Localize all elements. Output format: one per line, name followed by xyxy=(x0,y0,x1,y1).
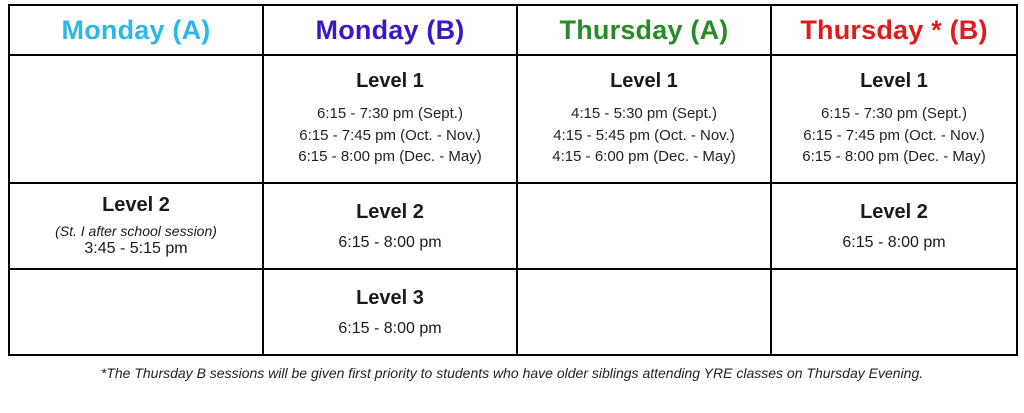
time-entry: 4:15 - 5:45 pm (Oct. - Nov.) xyxy=(553,126,735,144)
table-header-row xyxy=(9,5,1017,55)
cell-monday-a-empty xyxy=(9,269,263,355)
table-row xyxy=(9,183,1017,269)
table-row xyxy=(9,55,1017,183)
time-entry: 6:15 - 7:30 pm (Sept.) xyxy=(317,104,463,122)
time-entry: 4:15 - 5:30 pm (Sept.) xyxy=(571,104,717,122)
column-header-thursday-a xyxy=(517,5,771,55)
header-group-label: (B) xyxy=(949,14,988,45)
header-group-label: (B) xyxy=(426,14,465,45)
time-list xyxy=(780,103,1008,168)
header-day-label: Monday xyxy=(61,14,165,45)
level-label: Level 3 xyxy=(356,286,424,309)
time-entry: 6:15 - 7:30 pm (Sept.) xyxy=(821,104,967,122)
level-label: Level 2 xyxy=(860,200,928,223)
footnote-text: *The Thursday B sessions will be given first priority to students who have older siblings attending YRE classes on Thursday Evening. xyxy=(100,365,924,381)
level-label: Level 2 xyxy=(102,194,170,216)
cell-thursday-a-empty xyxy=(517,183,771,269)
cell-monday-a-level1 xyxy=(9,55,263,183)
cell-thursday-b-level1 xyxy=(771,55,1017,183)
time-entry: 6:15 - 8:00 pm (Dec. - May) xyxy=(298,148,482,166)
time-entry: 6:15 - 8:00 pm (Dec. - May) xyxy=(802,148,986,166)
cell-monday-b-level2 xyxy=(263,183,517,269)
cell-thursday-b-empty xyxy=(771,269,1017,355)
time-list xyxy=(272,103,508,168)
time-entry: 6:15 - 7:45 pm (Oct. - Nov.) xyxy=(803,126,985,144)
header-day-label: Monday xyxy=(315,14,419,45)
cell-monday-b-level1 xyxy=(263,55,517,183)
header-day-label: Thursday xyxy=(559,14,683,45)
level-label: Level 1 xyxy=(356,69,424,92)
column-header-thursday-b xyxy=(771,5,1017,55)
header-group-label: (A) xyxy=(690,14,729,45)
cell-monday-b-level3 xyxy=(263,269,517,355)
cell-monday-a-level2 xyxy=(9,183,263,269)
cell-thursday-a-empty-2 xyxy=(517,269,771,355)
time-list xyxy=(526,103,762,168)
time-entry: 6:15 - 8:00 pm xyxy=(338,233,442,251)
level-label: Level 1 xyxy=(860,69,928,92)
level-label: Level 2 xyxy=(356,200,424,223)
time-entry: 4:15 - 6:00 pm (Dec. - May) xyxy=(552,148,736,166)
time-entry: 6:15 - 7:45 pm (Oct. - Nov.) xyxy=(299,126,481,144)
footnote-asterisk-marker: * xyxy=(931,14,942,45)
time-entry: 6:15 - 8:00 pm xyxy=(842,233,946,251)
column-header-monday-b xyxy=(263,5,517,55)
table-row xyxy=(9,269,1017,355)
cell-thursday-b-level2 xyxy=(771,183,1017,269)
time-entry: 6:15 - 8:00 pm xyxy=(338,319,442,337)
column-header-monday-a xyxy=(9,5,263,55)
session-note: (St. I after school session) xyxy=(55,223,217,239)
header-day-label: Thursday xyxy=(800,14,924,45)
class-schedule-table xyxy=(8,4,1018,356)
cell-thursday-a-level1 xyxy=(517,55,771,183)
level-label: Level 1 xyxy=(610,69,678,92)
time-entry: 3:45 - 5:15 pm xyxy=(84,240,188,257)
header-group-label: (A) xyxy=(172,14,211,45)
